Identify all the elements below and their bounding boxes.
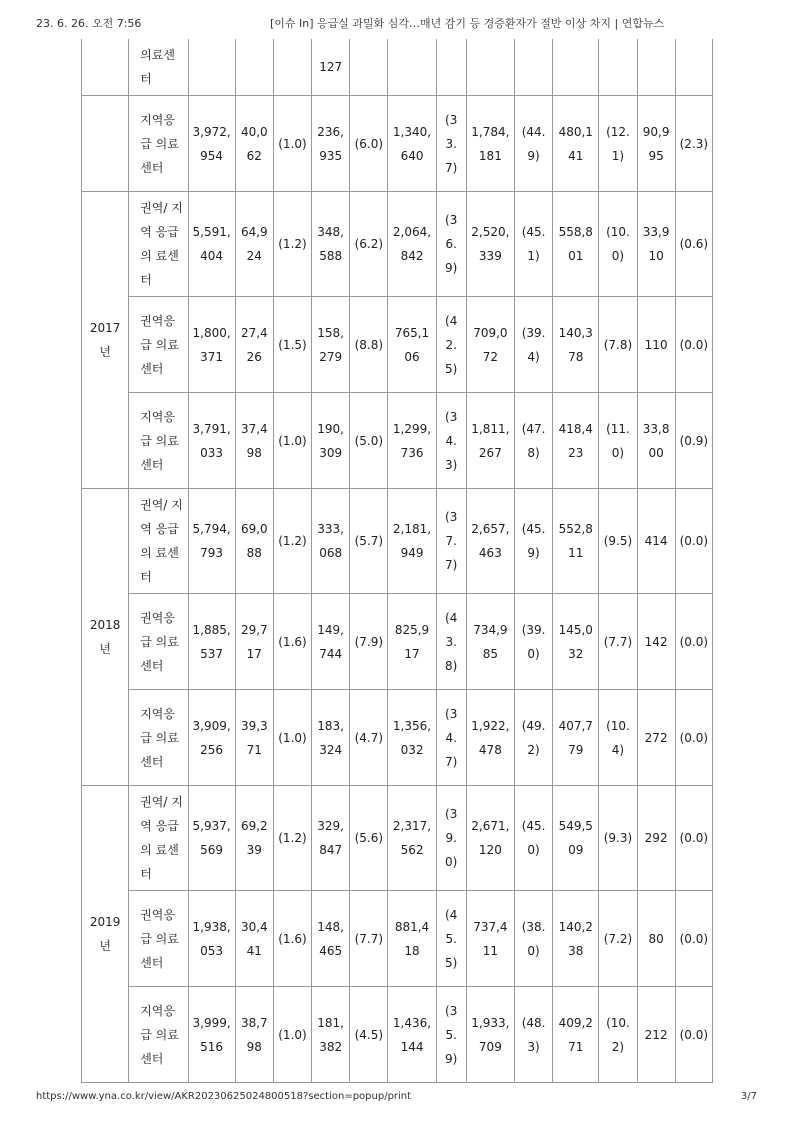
value-cell: (11.0) bbox=[599, 393, 637, 489]
value-cell: 64,924 bbox=[235, 192, 273, 297]
value-cell: (1.2) bbox=[273, 192, 311, 297]
table-row bbox=[82, 489, 713, 594]
institution-cell: 지역응급 의료센터 bbox=[129, 690, 188, 786]
value-cell: (1.0) bbox=[273, 96, 311, 192]
value-cell: (38.0) bbox=[514, 891, 552, 987]
value-cell bbox=[637, 39, 675, 96]
value-cell: (39.0) bbox=[436, 786, 466, 891]
value-cell: (45.1) bbox=[514, 192, 552, 297]
value-cell: (12.1) bbox=[599, 96, 637, 192]
value-cell: 80 bbox=[637, 891, 675, 987]
table-row bbox=[82, 594, 713, 690]
table-row bbox=[82, 786, 713, 891]
value-cell: (43.8) bbox=[436, 594, 466, 690]
print-footer-page-number: 3/7 bbox=[740, 1091, 757, 1102]
value-cell: 558,801 bbox=[553, 192, 599, 297]
value-cell: 30,441 bbox=[235, 891, 273, 987]
value-cell: (34.7) bbox=[436, 690, 466, 786]
year-cell bbox=[82, 96, 129, 192]
value-cell: 127 bbox=[312, 39, 350, 96]
year-cell: 2017년 bbox=[82, 192, 129, 489]
value-cell: (4.5) bbox=[350, 987, 388, 1083]
value-cell: 1,933,709 bbox=[466, 987, 514, 1083]
value-cell bbox=[514, 39, 552, 96]
value-cell: (7.9) bbox=[350, 594, 388, 690]
value-cell: 1,784,181 bbox=[466, 96, 514, 192]
value-cell: (10.4) bbox=[599, 690, 637, 786]
value-cell: (48.3) bbox=[514, 987, 552, 1083]
value-cell: (1.6) bbox=[273, 891, 311, 987]
institution-cell: 지역응급 의료센터 bbox=[129, 96, 188, 192]
institution-cell: 의료센터 bbox=[129, 39, 188, 96]
value-cell: 110 bbox=[637, 297, 675, 393]
value-cell: (45.0) bbox=[514, 786, 552, 891]
value-cell: 414 bbox=[637, 489, 675, 594]
print-header-title: [이슈 In] 응급실 과밀화 심각…매년 감기 등 경증환자가 절반 이상 차지 | 연합뉴스 bbox=[270, 17, 665, 30]
value-cell: (1.6) bbox=[273, 594, 311, 690]
value-cell: 407,779 bbox=[553, 690, 599, 786]
value-cell: 148,465 bbox=[312, 891, 350, 987]
value-cell: 33,800 bbox=[637, 393, 675, 489]
value-cell: 2,657,463 bbox=[466, 489, 514, 594]
value-cell: 145,032 bbox=[553, 594, 599, 690]
value-cell: 3,972,954 bbox=[188, 96, 235, 192]
value-cell: 333,068 bbox=[312, 489, 350, 594]
value-cell: 1,299,736 bbox=[388, 393, 436, 489]
value-cell: (1.2) bbox=[273, 786, 311, 891]
value-cell: 2,181,949 bbox=[388, 489, 436, 594]
value-cell: (34.3) bbox=[436, 393, 466, 489]
value-cell: (0.0) bbox=[675, 987, 712, 1083]
value-cell: (0.9) bbox=[675, 393, 712, 489]
value-cell: (10.2) bbox=[599, 987, 637, 1083]
value-cell: 1,800,371 bbox=[188, 297, 235, 393]
value-cell: 348,588 bbox=[312, 192, 350, 297]
value-cell: 825,917 bbox=[388, 594, 436, 690]
institution-cell: 권역응급 의료센터 bbox=[129, 891, 188, 987]
value-cell: 33,910 bbox=[637, 192, 675, 297]
value-cell: 38,798 bbox=[235, 987, 273, 1083]
value-cell bbox=[188, 39, 235, 96]
institution-cell: 권역응급 의료센터 bbox=[129, 297, 188, 393]
value-cell: 29,717 bbox=[235, 594, 273, 690]
value-cell bbox=[599, 39, 637, 96]
value-cell: (1.0) bbox=[273, 690, 311, 786]
value-cell: 212 bbox=[637, 987, 675, 1083]
institution-cell: 권역응급 의료센터 bbox=[129, 594, 188, 690]
value-cell bbox=[466, 39, 514, 96]
print-footer-url: https://www.yna.co.kr/view/AKR20230625024800518?section=popup/print bbox=[36, 1091, 412, 1102]
value-cell: (35.9) bbox=[436, 987, 466, 1083]
year-cell bbox=[82, 39, 129, 96]
value-cell: (2.3) bbox=[675, 96, 712, 192]
value-cell: 236,935 bbox=[312, 96, 350, 192]
value-cell: 549,509 bbox=[553, 786, 599, 891]
value-cell bbox=[436, 39, 466, 96]
institution-cell: 지역응급 의료센터 bbox=[129, 393, 188, 489]
value-cell: 37,498 bbox=[235, 393, 273, 489]
value-cell bbox=[553, 39, 599, 96]
value-cell: (0.0) bbox=[675, 690, 712, 786]
value-cell: 272 bbox=[637, 690, 675, 786]
value-cell: 158,279 bbox=[312, 297, 350, 393]
value-cell: (1.5) bbox=[273, 297, 311, 393]
table-row bbox=[82, 96, 713, 192]
value-cell: 5,937,569 bbox=[188, 786, 235, 891]
value-cell: (9.5) bbox=[599, 489, 637, 594]
table-row bbox=[82, 192, 713, 297]
value-cell: 1,436,144 bbox=[388, 987, 436, 1083]
table-row bbox=[82, 987, 713, 1083]
value-cell: 69,239 bbox=[235, 786, 273, 891]
value-cell: 27,426 bbox=[235, 297, 273, 393]
value-cell: (36.9) bbox=[436, 192, 466, 297]
value-cell: (0.0) bbox=[675, 297, 712, 393]
year-cell: 2019년 bbox=[82, 786, 129, 1083]
year-cell: 2018년 bbox=[82, 489, 129, 786]
value-cell: 90,995 bbox=[637, 96, 675, 192]
table-row bbox=[82, 39, 713, 96]
value-cell: (1.2) bbox=[273, 489, 311, 594]
value-cell: 734,985 bbox=[466, 594, 514, 690]
value-cell: 480,141 bbox=[553, 96, 599, 192]
value-cell: 1,938,053 bbox=[188, 891, 235, 987]
value-cell: 881,418 bbox=[388, 891, 436, 987]
value-cell: 329,847 bbox=[312, 786, 350, 891]
value-cell: 1,356,032 bbox=[388, 690, 436, 786]
value-cell: (8.8) bbox=[350, 297, 388, 393]
emergency-patients-table bbox=[81, 39, 713, 1083]
value-cell: 142 bbox=[637, 594, 675, 690]
institution-cell: 지역응급 의료센터 bbox=[129, 987, 188, 1083]
value-cell: 737,411 bbox=[466, 891, 514, 987]
value-cell: (44.9) bbox=[514, 96, 552, 192]
value-cell: (45.5) bbox=[436, 891, 466, 987]
table-row bbox=[82, 297, 713, 393]
table-row bbox=[82, 393, 713, 489]
value-cell: (5.0) bbox=[350, 393, 388, 489]
value-cell: 2,520,339 bbox=[466, 192, 514, 297]
value-cell: 69,088 bbox=[235, 489, 273, 594]
value-cell: 1,340,640 bbox=[388, 96, 436, 192]
value-cell: 40,062 bbox=[235, 96, 273, 192]
value-cell: (0.0) bbox=[675, 786, 712, 891]
value-cell: 140,378 bbox=[553, 297, 599, 393]
value-cell: 149,744 bbox=[312, 594, 350, 690]
value-cell: 1,811,267 bbox=[466, 393, 514, 489]
value-cell: (7.7) bbox=[350, 891, 388, 987]
table-row bbox=[82, 891, 713, 987]
value-cell: 3,999,516 bbox=[188, 987, 235, 1083]
value-cell: (37.7) bbox=[436, 489, 466, 594]
value-cell: (10.0) bbox=[599, 192, 637, 297]
value-cell bbox=[350, 39, 388, 96]
value-cell: 2,317,562 bbox=[388, 786, 436, 891]
value-cell: 765,106 bbox=[388, 297, 436, 393]
value-cell: 183,324 bbox=[312, 690, 350, 786]
value-cell: (0.0) bbox=[675, 489, 712, 594]
institution-cell: 권역/ 지역 응급의 료센터 bbox=[129, 786, 188, 891]
value-cell: 3,909,256 bbox=[188, 690, 235, 786]
value-cell bbox=[675, 39, 712, 96]
value-cell: 5,794,793 bbox=[188, 489, 235, 594]
value-cell bbox=[388, 39, 436, 96]
value-cell: 409,271 bbox=[553, 987, 599, 1083]
table-row bbox=[82, 690, 713, 786]
value-cell: (7.7) bbox=[599, 594, 637, 690]
value-cell: 552,811 bbox=[553, 489, 599, 594]
value-cell: 140,238 bbox=[553, 891, 599, 987]
value-cell: (1.0) bbox=[273, 393, 311, 489]
value-cell: (5.7) bbox=[350, 489, 388, 594]
value-cell: 2,671,120 bbox=[466, 786, 514, 891]
value-cell: (49.2) bbox=[514, 690, 552, 786]
value-cell: 181,382 bbox=[312, 987, 350, 1083]
value-cell: (9.3) bbox=[599, 786, 637, 891]
value-cell: (6.2) bbox=[350, 192, 388, 297]
value-cell bbox=[273, 39, 311, 96]
value-cell: (4.7) bbox=[350, 690, 388, 786]
value-cell: (5.6) bbox=[350, 786, 388, 891]
value-cell: (45.9) bbox=[514, 489, 552, 594]
value-cell: (39.4) bbox=[514, 297, 552, 393]
value-cell: (0.6) bbox=[675, 192, 712, 297]
value-cell: (47.8) bbox=[514, 393, 552, 489]
value-cell: 2,064,842 bbox=[388, 192, 436, 297]
value-cell: (0.0) bbox=[675, 891, 712, 987]
value-cell: (33.7) bbox=[436, 96, 466, 192]
value-cell: (42.5) bbox=[436, 297, 466, 393]
value-cell: (7.2) bbox=[599, 891, 637, 987]
value-cell: 39,371 bbox=[235, 690, 273, 786]
print-header-datetime: 23. 6. 26. 오전 7:56 bbox=[36, 17, 142, 30]
value-cell: 292 bbox=[637, 786, 675, 891]
value-cell: 190,309 bbox=[312, 393, 350, 489]
institution-cell: 권역/ 지역 응급의 료센터 bbox=[129, 489, 188, 594]
value-cell: (0.0) bbox=[675, 594, 712, 690]
value-cell: 3,791,033 bbox=[188, 393, 235, 489]
value-cell: (1.0) bbox=[273, 987, 311, 1083]
value-cell: (7.8) bbox=[599, 297, 637, 393]
value-cell: 418,423 bbox=[553, 393, 599, 489]
value-cell: (39.0) bbox=[514, 594, 552, 690]
value-cell bbox=[235, 39, 273, 96]
value-cell: 709,072 bbox=[466, 297, 514, 393]
value-cell: 1,922,478 bbox=[466, 690, 514, 786]
institution-cell: 권역/ 지역 응급의 료센터 bbox=[129, 192, 188, 297]
value-cell: 1,885,537 bbox=[188, 594, 235, 690]
value-cell: 5,591,404 bbox=[188, 192, 235, 297]
value-cell: (6.0) bbox=[350, 96, 388, 192]
